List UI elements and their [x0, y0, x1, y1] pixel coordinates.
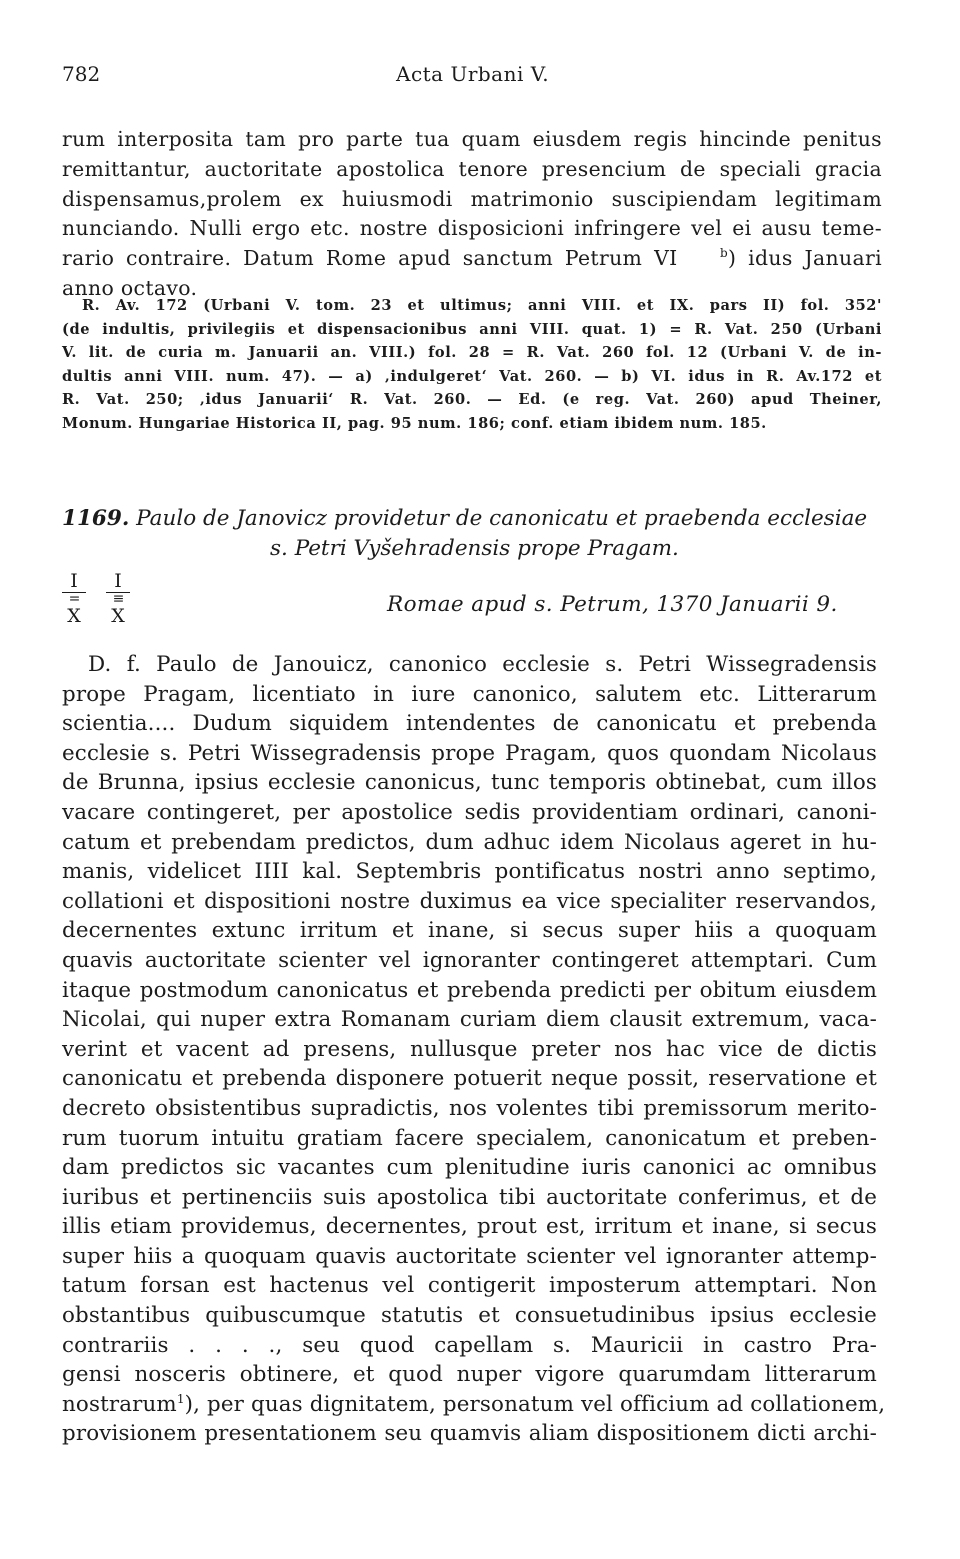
body-line: provisionem presentationem seu quamvis aliam dispositionem dicti archi-	[62, 1421, 877, 1447]
body-line: ecclesie s. Petri Wissegradensis prope Pragam, quos quondam Nicolaus	[62, 740, 877, 766]
note-line: (de indultis, privilegiis et dispensacionibus anni VIII. quat. 1) = R. Vat. 250 (Urbani	[62, 320, 882, 338]
body-line: decreto obsistentibus supradictis, nos volentes tibi premissorum merito-	[62, 1095, 877, 1121]
quire-mark-top: I	[62, 570, 86, 593]
quire-mark-top: I	[106, 570, 130, 593]
heading-line	[62, 504, 902, 534]
note-line: dultis anni VIII. num. 47). — a) ‚indulgeret‘ Vat. 260. — b) VI. idus in R. Av.172 et	[62, 367, 882, 385]
page-header	[62, 62, 900, 92]
quire-mark-bottom: X	[67, 605, 81, 627]
body-line: quavis auctoritate scienter vel ignoranter contingeret attemptari. Cum	[62, 947, 877, 973]
text-line: anno octavo.	[62, 275, 198, 300]
document-number: 1169.	[62, 506, 130, 531]
note-line: Monum. Hungariae Historica II, pag. 95 num. 186; conf. etiam ibidem num. 185.	[62, 414, 767, 432]
text-line-part: ) idus Januari	[727, 246, 882, 271]
page-number: 782	[62, 62, 101, 86]
body-line: gensi nosceris obtinere, et quod nuper vigore quarumdam litterarum	[62, 1362, 877, 1388]
text-line: rum interposita tam pro parte tua quam eiusdem regis hincinde penitus	[62, 127, 882, 151]
quire-mark-mid: =	[68, 591, 80, 607]
text-line: remittantur, auctoritate apostolica tenore presencium de speciali gracia	[62, 156, 882, 181]
body-line: dam predictos sic vacantes cum plenitudine iuris canonici ac omnibus	[62, 1155, 877, 1181]
body-line: illis etiam providemus, decernentes, prout est, irritum et inane, si secus	[62, 1214, 877, 1240]
body-line: super hiis a quoquam quavis auctoritate scienter vel ignoranter attemp-	[62, 1243, 877, 1269]
body-line: prope Pragam, licentiato in iure canonico, salutem etc. Litterarum	[62, 681, 877, 707]
note-line: V. lit. de curia m. Januarii an. VIII.) fol. 28 = R. Vat. 260 fol. 12 (Urbani V. de in-	[62, 344, 882, 361]
body-line: de Brunna, ipsius ecclesie canonicus, tunc temporis obtinebat, cum illos	[62, 770, 877, 796]
note-line: R. Av. 172 (Urbani V. tom. 23 et ultimus; anni VIII. et IX. pars II) fol. 352'	[82, 297, 882, 314]
document-heading	[62, 504, 902, 564]
body-line-part: ), per quas dignitatem, personatum vel officium ad collationem,	[184, 1391, 886, 1417]
body-line: verint et vacent ad presens, nullusque preter nos hac vice de dictis	[62, 1036, 877, 1062]
quire-mark	[62, 570, 86, 627]
body-line-with-footnote	[62, 1390, 886, 1420]
body-line: scientia.... Dudum siquidem intendentes de canonicatu et prebenda	[62, 711, 877, 737]
body-line: itaque postmodum canonicatus et prebenda predicti per obitum eiusdem	[62, 977, 877, 1003]
text-line: dispensamus,prolem ex huiusmodi matrimonio suscipiendam legitimam	[62, 186, 882, 211]
preceding-document-text	[62, 125, 882, 304]
body-line: contrariis . . . ., seu quod capellam s. Mauricii in castro Pra-	[62, 1332, 877, 1358]
quire-mark-bottom: X	[111, 605, 125, 627]
body-line: Nicolai, qui nuper extra Romanam curiam diem clausit extremum, vaca-	[62, 1007, 877, 1033]
heading-line-2: s. Petri Vyšehradensis prope Pragam.	[270, 536, 679, 561]
body-line: decernentes extunc irritum et inane, si secus super hiis a quoquam	[62, 918, 877, 944]
quire-mark	[106, 570, 130, 627]
text-line-part: rario contraire. Datum Rome apud sanctum Petrum VI	[62, 246, 678, 271]
quire-marks	[62, 570, 132, 630]
body-line: D. f. Paulo de Janouicz, canonico ecclesie s. Petri Wissegradensis	[88, 652, 877, 677]
place-and-date: Romae apud s. Petrum, 1370 Januarii 9.	[387, 592, 838, 617]
body-line: tatum forsan est hactenus vel contigerit imposterum attemptari. Non	[62, 1273, 877, 1299]
body-line: iuribus et pertinenciis suis apostolica tibi auctoritate conferimus, et de	[62, 1184, 877, 1210]
note-line: R. Vat. 250; ‚idus Januarii‘ R. Vat. 260. — Ed. (e reg. Vat. 260) apud Theiner,	[62, 391, 882, 408]
body-line: manis, videlicet IIII kal. Septembris pontificatus nostri anno septimo,	[62, 859, 877, 885]
text-line: nunciando. Nulli ergo etc. nostre disposicioni infringere vel ei ausu teme-	[62, 216, 882, 241]
heading-text: Paulo de Janovicz providetur de canonicatu et praebenda ecclesiae	[136, 506, 868, 531]
apparatus-notes	[62, 294, 882, 435]
body-line: vacare contingeret, per apostolice sedis providentiam ordinari, canoni-	[62, 799, 877, 825]
running-title: Acta Urbani V.	[396, 62, 550, 86]
body-line: collationi et dispositioni nostre duximus ea vice specialiter reservandos,	[62, 888, 877, 914]
body-line-part: nostrarum	[62, 1391, 177, 1417]
body-line: obstantibus quibuscumque statutis et consuetudinibus ipsius ecclesie	[62, 1303, 877, 1329]
body-line: catum et prebendam predictos, dum adhuc idem Nicolaus ageret in hu-	[62, 829, 877, 855]
quire-mark-mid: ≡	[112, 591, 124, 607]
body-line: canonicatu et prebenda disponere potuerit neque possit, reservatione et	[62, 1066, 877, 1092]
document-body	[62, 650, 886, 1449]
text-line-with-footnote	[62, 244, 882, 274]
body-line: rum tuorum intuitu gratiam facere specialem, canonicatum et preben-	[62, 1125, 877, 1151]
footnote-marker: 1	[176, 1391, 185, 1406]
footnote-marker: b	[719, 246, 728, 261]
